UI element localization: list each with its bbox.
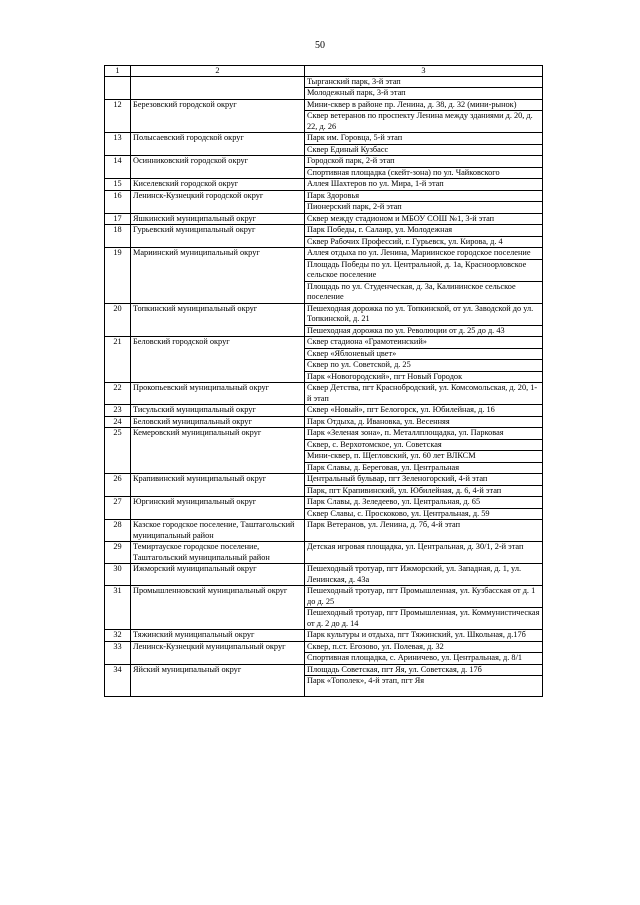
object-name: Сквер Рабочих Профессий, г. Гурьевск, ул. Кирова, д. 4 (305, 236, 543, 248)
district-name: Тяжинский муниципальный округ (131, 630, 305, 642)
district-name: Ленинск-Кузнецкий городской округ (131, 190, 305, 213)
district-name: Казское городское поселение, Таштагольский муниципальный район (131, 520, 305, 542)
page-number: 50 (315, 40, 325, 51)
object-name: Городской парк, 2-й этап (305, 156, 543, 168)
row-number: 16 (105, 190, 131, 213)
object-name: Мини-сквер, п. Щегловский, ул. 60 лет ВЛКСМ (305, 451, 543, 463)
district-name: Мариинский муниципальный округ (131, 248, 305, 304)
table-row (105, 248, 543, 260)
object-name: Аллея отдыха по ул. Ленина, Мариинское городское поселение (305, 248, 543, 260)
object-name: Аллея Шахтеров по ул. Мира, 1-й этап (305, 179, 543, 191)
row-number (105, 76, 131, 99)
row-number: 17 (105, 213, 131, 225)
table-row (105, 303, 543, 325)
district-name (131, 76, 305, 99)
object-name: Площадь по ул. Студенческая, д. 3а, Калининское сельское поселение (305, 281, 543, 303)
row-number: 18 (105, 225, 131, 248)
object-name: Парк «Новогородский», пгт Новый Городок (305, 371, 543, 383)
object-name: Парк «Зеленая зона», п. Металлплощадка, ул. Парковая (305, 428, 543, 440)
row-number: 21 (105, 337, 131, 383)
table-row (105, 76, 543, 88)
object-name: Сквер стадиона «Грамотеинский» (305, 337, 543, 349)
table-row (105, 586, 543, 608)
object-name: Сквер по ул. Советской, д. 25 (305, 360, 543, 372)
table-row (105, 497, 543, 509)
row-number: 19 (105, 248, 131, 304)
table-row (105, 520, 543, 542)
object-name: Детская игровая площадка, ул. Центральная, д. 30/1, 2-й этап (305, 542, 543, 564)
object-name: Сквер между стадионом и МБОУ СОШ №1, 3-й этап (305, 213, 543, 225)
object-name: Сквер, с. Верхотомское, ул. Советская (305, 439, 543, 451)
row-number: 13 (105, 133, 131, 156)
object-name: Сквер «Новый», пгт Белогорск, ул. Юбилейная, д. 16 (305, 405, 543, 417)
table-row (105, 428, 543, 440)
district-name: Беловский муниципальный округ (131, 416, 305, 428)
district-name: Яйский муниципальный округ (131, 664, 305, 696)
district-name: Осинниковский городской округ (131, 156, 305, 179)
object-name: Пешеходная дорожка по ул. Революции от д. 25 до д. 43 (305, 325, 543, 337)
table-body (105, 76, 543, 696)
district-name: Прокопьевский муниципальный округ (131, 383, 305, 405)
table-row (105, 337, 543, 349)
object-name: Парк Славы, д. Зеледеево, ул. Центральная, д. 65 (305, 497, 543, 509)
district-name: Гурьевский муниципальный округ (131, 225, 305, 248)
district-name: Яшкинский муниципальный округ (131, 213, 305, 225)
header-col-3: 3 (305, 66, 543, 77)
header-col-1: 1 (105, 66, 131, 77)
row-number: 34 (105, 664, 131, 696)
district-name: Березовский городской округ (131, 99, 305, 133)
table-row (105, 133, 543, 145)
district-name: Беловский городской округ (131, 337, 305, 383)
header-col-2: 2 (131, 66, 305, 77)
table-row (105, 474, 543, 486)
object-name: Центральный бульвар, пгт Зеленогорский, 4-й этап (305, 474, 543, 486)
row-number: 32 (105, 630, 131, 642)
row-number: 22 (105, 383, 131, 405)
object-name: Сквер Единый Кузбасс (305, 144, 543, 156)
row-number: 28 (105, 520, 131, 542)
object-name: Сквер Славы, с. Проскоково, ул. Центральная, д. 59 (305, 508, 543, 520)
improvement-objects-table (104, 65, 543, 697)
object-name: Площадь Победы по ул. Центральной, д. 1а, Красноорловское сельское поселение (305, 259, 543, 281)
object-name: Парк культуры и отдыха, пгт Тяжинский, ул. Школьная, д.17б (305, 630, 543, 642)
table-row (105, 225, 543, 237)
object-name: Парк «Тополек», 4-й этап, пгт Яя (305, 676, 543, 697)
object-name: Спортивная площадка (скейт-зона) по ул. Чайковского (305, 167, 543, 179)
object-name: Парк Отдыха, д. Ивановка, ул. Весенняя (305, 416, 543, 428)
district-name: Ленинск-Кузнецкий муниципальный округ (131, 641, 305, 664)
table-header-row (105, 66, 543, 77)
object-name: Парк, пгт Крапивинский, ул. Юбилейная, д. 6, 4-й этап (305, 485, 543, 497)
table-row (105, 99, 543, 111)
district-name: Кемеровский муниципальный округ (131, 428, 305, 474)
table-row (105, 213, 543, 225)
row-number: 12 (105, 99, 131, 133)
object-name: Спортивная площадка, с. Ариничево, ул. Центральная, д. 8/1 (305, 653, 543, 665)
object-name: Сквер, п.ст. Егозово, ул. Полевая, д. 32 (305, 641, 543, 653)
row-number: 29 (105, 542, 131, 564)
row-number: 14 (105, 156, 131, 179)
object-name: Тырганский парк, 3-й этап (305, 76, 543, 88)
object-name: Парк Победы, г. Салаир, ул. Молодежная (305, 225, 543, 237)
district-name: Темиртауское городское поселение, Таштагольский муниципальный район (131, 542, 305, 564)
row-number: 23 (105, 405, 131, 417)
district-name: Юргинский муниципальный округ (131, 497, 305, 520)
table-row (105, 641, 543, 653)
row-number: 24 (105, 416, 131, 428)
object-name: Молодежный парк, 3-й этап (305, 88, 543, 100)
district-name: Крапивинский муниципальный округ (131, 474, 305, 497)
table-row (105, 190, 543, 202)
district-name: Ижморский муниципальный округ (131, 564, 305, 586)
table-row (105, 156, 543, 168)
object-name: Сквер «Яблоневый цвет» (305, 348, 543, 360)
district-name: Тисульский муниципальный округ (131, 405, 305, 417)
row-number: 20 (105, 303, 131, 337)
object-name: Пешеходный тротуар, пгт Промышленная, ул. Кузбасская от д. 1 до д. 25 (305, 586, 543, 608)
row-number: 31 (105, 586, 131, 630)
object-name: Парк Ветеранов, ул. Ленина, д. 7б, 4-й этап (305, 520, 543, 542)
table-row (105, 630, 543, 642)
district-name: Промышленновский муниципальный округ (131, 586, 305, 630)
object-name: Пешеходный тротуар, пгт Промышленная, ул. Коммунистическая от д. 2 до д. 14 (305, 608, 543, 630)
district-name: Полысаевский городской округ (131, 133, 305, 156)
object-name: Сквер ветеранов по проспекту Ленина между зданиями д. 20, д. 22, д. 26 (305, 111, 543, 133)
row-number: 33 (105, 641, 131, 664)
table-row (105, 564, 543, 586)
table-row (105, 416, 543, 428)
object-name: Площадь Советская, пгт Яя, ул. Советская, д. 17б (305, 664, 543, 676)
object-name: Пионерский парк, 2-й этап (305, 202, 543, 214)
table-row (105, 405, 543, 417)
object-name: Пешеходный тротуар, пгт Ижморский, ул. Западная, д. 1, ул. Ленинская, д. 43а (305, 564, 543, 586)
object-name: Парк Славы, д. Береговая, ул. Центральная (305, 462, 543, 474)
object-name: Пешеходная дорожка по ул. Топкинской, от ул. Заводской до ул. Топкинской, д. 21 (305, 303, 543, 325)
object-name: Мини-сквер в районе пр. Ленина, д. 38, д. 32 (мини-рынок) (305, 99, 543, 111)
object-name: Парк им. Горовца, 5-й этап (305, 133, 543, 145)
table-row (105, 664, 543, 676)
table-row (105, 383, 543, 405)
row-number: 30 (105, 564, 131, 586)
table-row (105, 179, 543, 191)
object-name: Парк Здоровья (305, 190, 543, 202)
row-number: 15 (105, 179, 131, 191)
table-row (105, 542, 543, 564)
row-number: 27 (105, 497, 131, 520)
district-name: Киселевский городской округ (131, 179, 305, 191)
row-number: 25 (105, 428, 131, 474)
row-number: 26 (105, 474, 131, 497)
object-name: Сквер Детства, пгт Краснобродский, ул. Комсомольская, д. 20, 1-й этап (305, 383, 543, 405)
district-name: Топкинский муниципальный округ (131, 303, 305, 337)
